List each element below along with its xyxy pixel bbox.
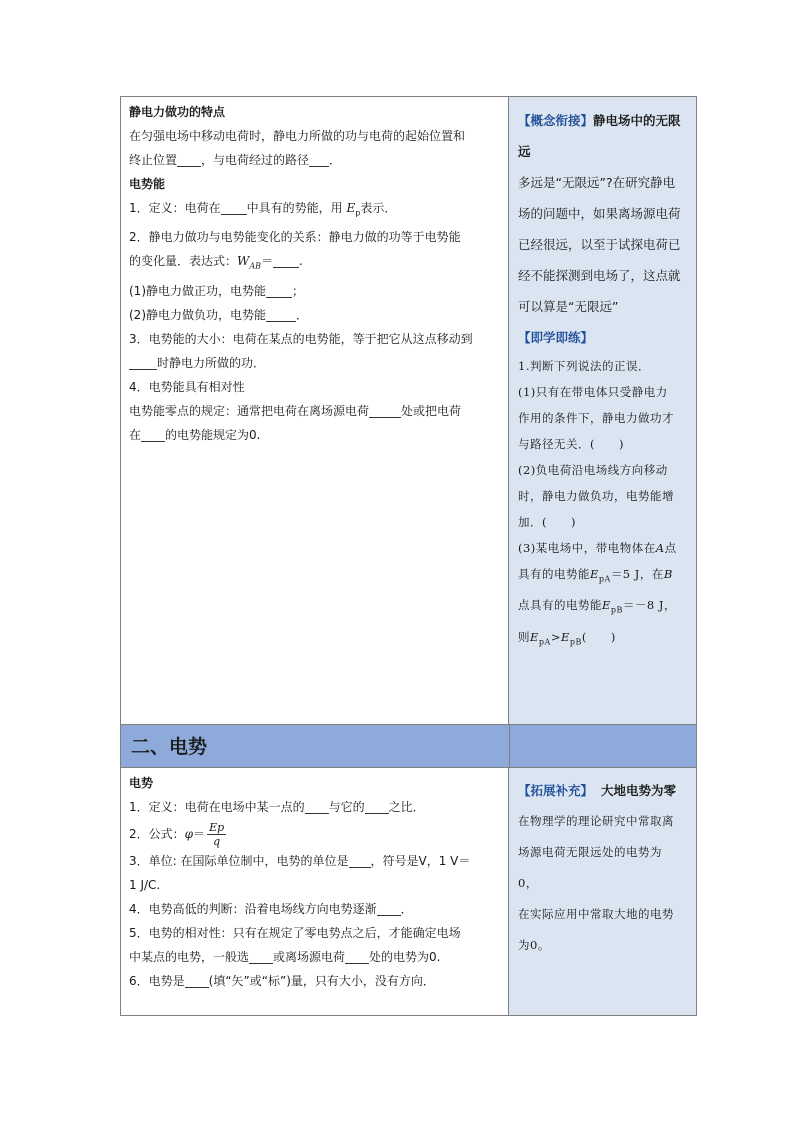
practice-q1: 与路径无关．( ) <box>518 437 624 451</box>
blank[interactable] <box>273 253 299 268</box>
blank[interactable] <box>369 403 401 418</box>
blank[interactable] <box>266 283 292 298</box>
concept-title: 【概念衔接】静电场中的无限 <box>518 113 681 128</box>
concept-line: 已经很远，以至于试探电荷已 <box>518 237 681 252</box>
header-divider <box>509 725 510 767</box>
practice-q2: 加．( ) <box>518 515 576 529</box>
practice-intro: 1.判断下列说法的正误． <box>518 359 650 373</box>
practice-block <box>518 353 688 655</box>
extension-line: 在物理学的理论研究中常取离 <box>518 814 674 828</box>
formula-fraction: $\frac{Ep}{q}$ <box>209 821 225 848</box>
zero-point-line1: 电势能零点的规定：通常把电荷在离场源电荷 处或把电荷 <box>129 403 462 418</box>
extension-line: 场源电荷无限远处的电势为 0， <box>518 845 674 890</box>
practice-tag: 【即学即练】 <box>518 330 594 345</box>
blank[interactable] <box>266 307 296 322</box>
work-feature-line1: 在匀强电场中移动电荷时，静电力所做的功与电荷的起始位置和 <box>129 129 466 143</box>
potential-formula: 2．公式：φ＝ $\frac{Ep}{q}$ <box>129 821 225 848</box>
blank[interactable] <box>365 799 389 814</box>
practice-q3: 则$E_{pA}>E_{pB}$( ) <box>518 629 616 646</box>
practice-q3: 具有的电势能$E_{pA}=5$ J，在B <box>518 567 673 584</box>
concept-title-cont: 远 <box>518 144 531 159</box>
extension-title: 【拓展补充】 大地电势为零 <box>518 783 676 798</box>
magnitude-line2: 时静电力所做的功． <box>129 351 502 375</box>
positive-work-line: (1)静电力做正功，电势能 ； <box>129 283 305 298</box>
practice-q2: 时，静电力做负功，电势能增 <box>518 489 674 503</box>
content-table <box>120 96 697 1016</box>
heading-potential-energy: 电势能 <box>129 177 166 191</box>
section-header <box>121 724 696 768</box>
concept-line: 经不能探测到电场了，这点就 <box>518 268 681 283</box>
potential-scalar: 6．电势是 (填“矢”或“标”)量，只有大小，没有方向． <box>129 974 435 988</box>
concept-line: 多远是“无限远”?在研究静电 <box>518 175 676 190</box>
magnitude-line1: 3．电势能的大小：电荷在某点的电势能，等于把它从这点移动到 <box>129 331 473 346</box>
negative-work-line: (2)静电力做负功，电势能 ． <box>129 307 309 322</box>
relativity-line: 4．电势能具有相对性 <box>129 379 245 394</box>
relation-line1: 2．静电力做功与电势能变化的关系：静电力做的功等于电势能 <box>129 230 461 245</box>
potential-unit-line1: 3．单位: 在国际单位制中，电势的单位是 ，符号是V，1 V＝ <box>129 854 471 868</box>
blank[interactable] <box>249 949 273 964</box>
practice-q2: (2)负电荷沿电场线方向移动 <box>518 463 668 477</box>
potential-relativity-line2: 中某点的电势，一般选 或离场源电荷 处的电势为0. <box>129 950 441 964</box>
practice-q3: (3)某电场中，带电物体在A点 <box>518 541 677 555</box>
blank[interactable] <box>185 973 209 988</box>
blank[interactable] <box>377 901 401 916</box>
sidebar-extension-cell <box>509 768 696 1015</box>
extension-line: 为0。 <box>518 938 550 952</box>
blank[interactable] <box>309 152 329 167</box>
section-title: 二、电势 <box>131 736 208 758</box>
blank[interactable] <box>345 949 369 964</box>
blank[interactable] <box>221 200 247 215</box>
blank[interactable] <box>349 853 371 868</box>
sidebar-concept-cell <box>509 97 696 724</box>
definition-line: 1．定义：电荷在 中具有的势能，用 $E_p$表示． <box>129 201 397 218</box>
practice-q1: 作用的条件下，静电力做功才 <box>518 411 674 425</box>
practice-q3: 点具有的电势能$E_{pB}=-8$ J， <box>518 598 676 615</box>
practice-q1: (1)只有在带电体只受静电力 <box>518 385 668 399</box>
potential-judgement: 4．电势高低的判断：沿着电场线方向电势逐渐 ． <box>129 902 413 916</box>
concept-line: 可以算是“无限远” <box>518 299 619 314</box>
blank[interactable] <box>177 152 201 167</box>
blank[interactable] <box>129 355 157 370</box>
relation-line2: 的变化量．表达式：$W_{AB}=$ . <box>129 254 303 271</box>
energy-notes-cell <box>121 97 509 724</box>
extension-line: 在实际应用中常取大地的电势 <box>518 907 674 921</box>
potential-definition: 1．定义：电荷在电场中某一点的 与它的 之比． <box>129 800 425 814</box>
heading-work-features: 静电力做功的特点 <box>129 105 226 119</box>
potential-unit-line2: 1 J/C. <box>129 878 161 892</box>
blank[interactable] <box>141 427 165 442</box>
zero-point-line2: 在 的电势能规定为0. <box>129 427 261 442</box>
work-feature-line2: 终止位置 ，与电荷经过的路径 ． <box>129 153 342 167</box>
extension-block <box>518 806 688 961</box>
potential-notes-cell <box>121 768 509 1015</box>
heading-potential: 电势 <box>129 776 154 790</box>
concept-line: 场的问题中，如果离场源电荷 <box>518 206 681 221</box>
blank[interactable] <box>305 799 329 814</box>
potential-relativity-line1: 5．电势的相对性：只有在规定了零电势点之后，才能确定电场 <box>129 926 461 940</box>
